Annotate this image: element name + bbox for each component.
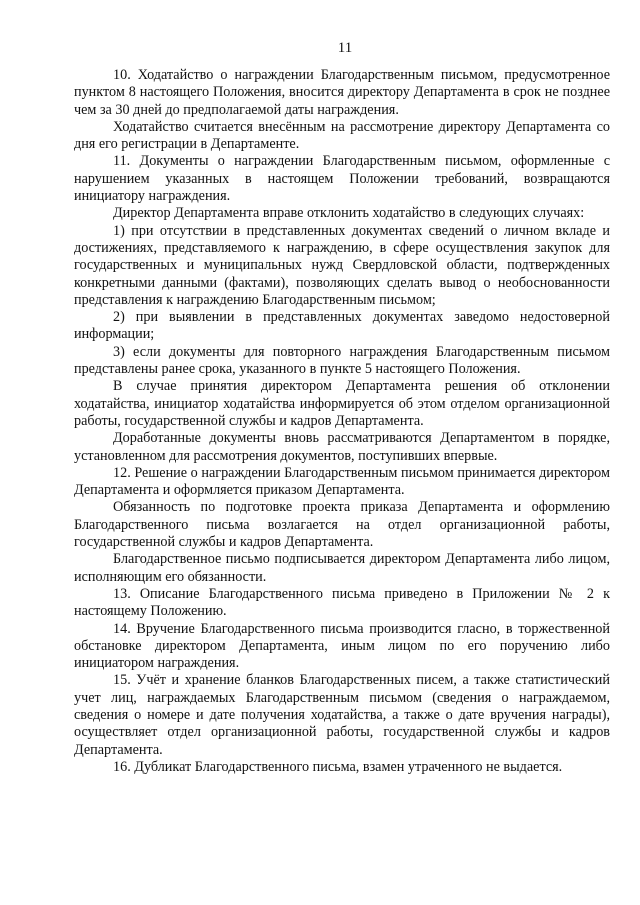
paragraph: 3) если документы для повторного награждения Благодарственным письмом представлены ранее срока, указанного в пункте 5 настоящего Положения. xyxy=(74,343,610,378)
document-body xyxy=(74,67,610,776)
paragraph: Доработанные документы вновь рассматриваются Департаментом в порядке, установленном для рассмотрения документов, поступивших впервые. xyxy=(74,430,610,464)
paragraph: 10. Ходатайство о награждении Благодарственным письмом, предусмотренное пунктом 8 настоящего Положения, вносится директору Департамента в срок не позднее чем за 30 дней до предполагаемой даты награждения. xyxy=(74,67,610,118)
paragraph: 2) при выявлении в представленных документах заведомо недостоверной информации; xyxy=(74,309,610,343)
paragraph: 1) при отсутствии в представленных документах сведений о личном вкладе и достижениях, представляемого к награждению, в сфере осуществления закупок для государственных и муниципальных нужд Свердловской области, подтвержденных конкретными данными (фактами), позволяющих сделать вывод о необоснованности представления к награждению Благодарственным письмом; xyxy=(74,222,610,308)
paragraph: Директор Департамента вправе отклонить ходатайство в следующих случаях: xyxy=(113,205,585,222)
paragraph: 12. Решение о награждении Благодарственным письмом принимается директором Департамента и оформляется приказом Департамента. xyxy=(74,464,610,499)
page-number: 11 xyxy=(337,40,353,56)
paragraph: 11. Документы о награждении Благодарственным письмом, оформленные с нарушением указанных в настоящем Положении требований, возвращаются инициатору награждения. xyxy=(74,153,610,205)
document-page xyxy=(74,40,610,776)
paragraph: 16. Дубликат Благодарственного письма, взамен утраченного не выдается. xyxy=(113,758,563,775)
paragraph: Благодарственное письмо подписывается директором Департамента либо лицом, исполняющим его обязанности. xyxy=(74,551,610,585)
paragraph: 14. Вручение Благодарственного письма производится гласно, в торжественной обстановке директором Департамента, иным лицом по его поручению либо инициатором награждения. xyxy=(74,620,610,672)
paragraph: Ходатайство считается внесённым на рассмотрение директору Департамента со дня его регистрации в Департаменте. xyxy=(74,118,610,153)
paragraph: 13. Описание Благодарственного письма приведено в Приложении № 2 к настоящему Положению. xyxy=(74,585,610,620)
paragraph: Обязанность по подготовке проекта приказа Департамента и оформлению Благодарственного письма возлагается на отдел организационной работы, государственной службы и кадров Департамента. xyxy=(74,499,610,551)
paragraph: 15. Учёт и хранение бланков Благодарственных писем, а также статистический учет лиц, награждаемых Благодарственным письмом (сведения о награждаемом, сведения о номере и дате получения ходатайства, а также о дате вручения награды), осуществляет отдел организационной работы, государственной службы и кадров Департамента. xyxy=(74,672,610,758)
paragraph: В случае принятия директором Департамента решения об отклонении ходатайства, инициатор ходатайства информируется об этом отделом организационной работы, государственной службы и кадров Департамента. xyxy=(74,378,610,429)
